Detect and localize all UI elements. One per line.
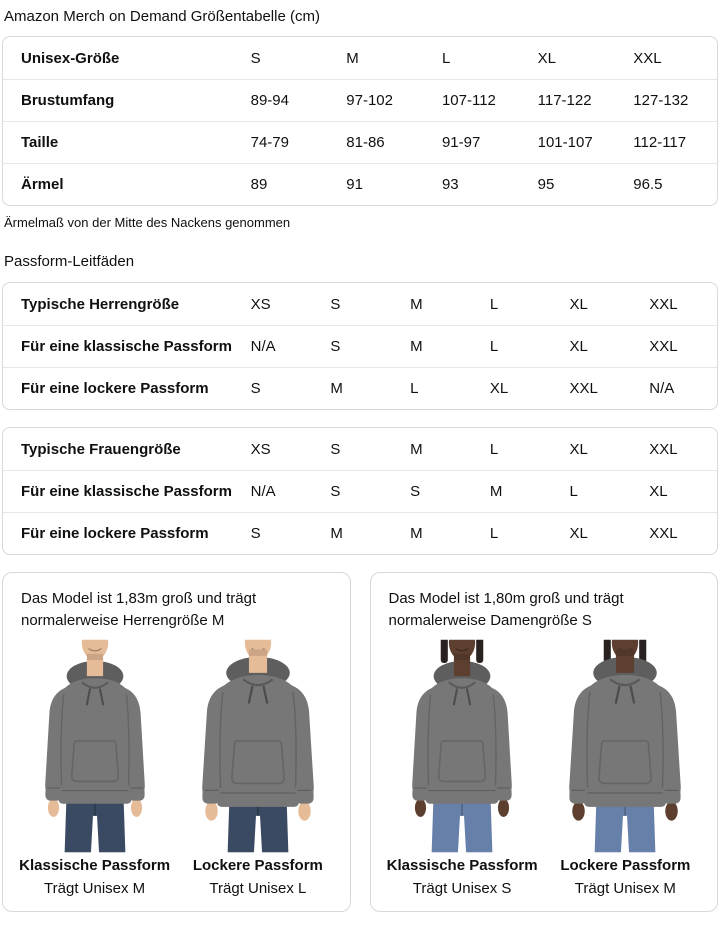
table-row: [3, 163, 717, 205]
row-label: Typische Herrengröße: [21, 295, 180, 313]
table-row: [3, 325, 717, 367]
table-cell: L: [489, 295, 499, 313]
table-cell: XL: [569, 338, 588, 355]
row-label: Brustumfang: [21, 92, 115, 109]
table-cell: L: [489, 440, 499, 458]
table-cell: 89-94: [250, 92, 289, 109]
table-row: [3, 470, 717, 512]
loose-fit-figure: [544, 638, 707, 900]
table-cell: M: [330, 525, 343, 542]
table-cell: M: [410, 295, 423, 313]
fit-label: Klassische Passform: [19, 857, 171, 874]
table-cell: XXL: [649, 295, 678, 313]
model-figures: [13, 638, 340, 900]
table-cell: 89: [250, 176, 268, 193]
table-row: [3, 79, 717, 121]
size-label: Trägt Unisex L: [209, 880, 307, 897]
womens-fit-table: [2, 427, 718, 555]
table-cell: 95: [537, 176, 555, 193]
table-cell: M: [489, 483, 503, 500]
table-cell: 96.5: [633, 176, 663, 193]
table-row: [3, 512, 717, 554]
table-cell: N/A: [250, 483, 276, 500]
table-cell: L: [489, 525, 499, 542]
table-cell: S: [410, 483, 421, 500]
fit-label: Lockere Passform: [192, 857, 323, 874]
table-cell: M: [410, 338, 423, 355]
table-cell: 112-117: [633, 134, 687, 151]
fit-label: Klassische Passform: [386, 857, 538, 874]
unisex-size-table: [2, 36, 718, 206]
female-classic-fit-photo: [381, 638, 543, 854]
table-row: [3, 428, 717, 470]
table-row: [3, 367, 717, 409]
table-cell: 93: [441, 176, 459, 193]
mens-model-card: [2, 572, 351, 912]
row-label: Unisex-Größe: [21, 49, 120, 67]
table-cell: XXL: [649, 525, 678, 542]
table-row: [3, 121, 717, 163]
table-cell: XL: [537, 49, 556, 67]
row-label: Taille: [21, 134, 59, 151]
table-cell: S: [250, 525, 261, 542]
page-title: Amazon Merch on Demand Größentabelle (cm): [4, 8, 320, 25]
table-cell: 97-102: [346, 92, 393, 109]
male-classic-fit-photo: [14, 638, 176, 854]
table-cell: S: [330, 295, 341, 313]
table-cell: S: [330, 338, 341, 355]
model-cards: [2, 572, 718, 912]
table-cell: L: [489, 338, 499, 355]
table-cell: S: [250, 49, 261, 67]
table-cell: XL: [489, 380, 509, 397]
size-label: Trägt Unisex M: [44, 880, 146, 897]
table-cell: 117-122: [537, 92, 592, 109]
table-row: [3, 37, 717, 79]
fit-label: Lockere Passform: [560, 857, 691, 874]
sleeve-measure-note: Ärmelmaß von der Mitte des Nackens genommen: [4, 215, 291, 230]
table-cell: XL: [649, 483, 668, 500]
table-cell: 91: [346, 176, 363, 193]
table-cell: XS: [250, 295, 271, 313]
womens-model-card: [370, 572, 719, 912]
table-cell: S: [250, 380, 261, 397]
table-cell: 81-86: [346, 134, 385, 151]
table-cell: L: [441, 49, 451, 67]
row-label: Für eine klassische Passform: [21, 483, 232, 500]
row-label: Für eine klassische Passform: [21, 338, 232, 355]
table-cell: M: [330, 380, 343, 397]
table-cell: XL: [569, 525, 588, 542]
table-cell: XL: [569, 295, 588, 313]
table-cell: XS: [250, 440, 271, 458]
table-cell: XXL: [569, 380, 598, 397]
table-cell: 91-97: [441, 134, 481, 151]
table-row: [3, 283, 717, 325]
table-cell: M: [410, 440, 423, 458]
male-loose-fit-photo: [177, 638, 339, 854]
table-cell: L: [410, 380, 419, 397]
row-label: Für eine lockere Passform: [21, 525, 209, 542]
table-cell: N/A: [649, 380, 675, 397]
table-cell: S: [330, 440, 341, 458]
mens-fit-table: [2, 282, 718, 410]
classic-fit-figure: [381, 638, 544, 900]
table-cell: XXL: [649, 440, 678, 458]
size-label: Trägt Unisex M: [574, 880, 676, 897]
fit-guides-title: Passform-Leitfäden: [4, 253, 135, 270]
model-description: Das Model ist 1,80m groß und trägt normalerweise Damengröße S: [388, 590, 624, 629]
table-cell: S: [330, 483, 341, 500]
row-label: Ärmel: [21, 176, 64, 193]
female-loose-fit-photo: [544, 638, 706, 854]
table-cell: M: [346, 49, 359, 67]
classic-fit-figure: [13, 638, 176, 900]
table-cell: 74-79: [250, 134, 289, 151]
table-cell: 101-107: [537, 134, 593, 151]
table-cell: 127-132: [633, 92, 689, 109]
table-cell: XXL: [633, 49, 662, 67]
row-label: Typische Frauengröße: [21, 440, 181, 458]
table-cell: 107-112: [441, 92, 496, 109]
table-cell: M: [410, 525, 423, 542]
table-cell: N/A: [250, 338, 276, 355]
size-label: Trägt Unisex S: [412, 880, 512, 897]
table-cell: XXL: [649, 338, 678, 355]
table-cell: XL: [569, 440, 588, 458]
loose-fit-figure: [176, 638, 339, 900]
model-description: Das Model ist 1,83m groß und trägt normalerweise Herrengröße M: [21, 590, 257, 629]
model-figures: [381, 638, 708, 900]
table-cell: L: [569, 483, 578, 500]
row-label: Für eine lockere Passform: [21, 380, 209, 397]
